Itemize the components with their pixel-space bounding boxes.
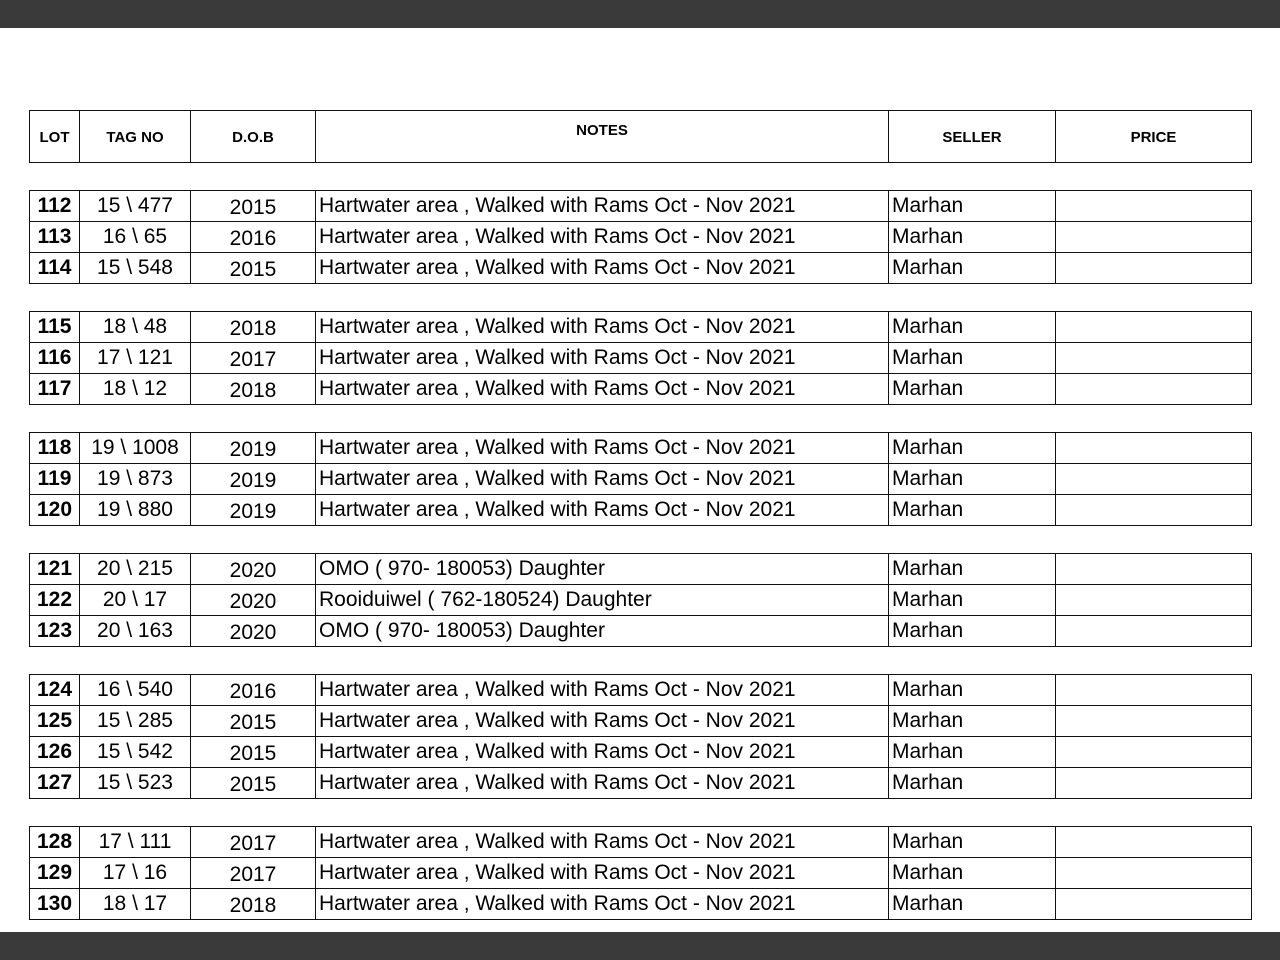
lot-group-table bbox=[29, 553, 1252, 647]
seller-cell: Marhan bbox=[889, 343, 1056, 374]
lot-cell: 121 bbox=[30, 554, 80, 585]
price-cell bbox=[1056, 191, 1252, 222]
notes-cell: OMO ( 970- 180053) Daughter bbox=[316, 554, 889, 585]
lot-group-table bbox=[29, 826, 1252, 920]
notes-cell: Hartwater area , Walked with Rams Oct - Nov 2021 bbox=[316, 495, 889, 526]
tag-no-cell: 19 \ 1008 bbox=[80, 433, 191, 464]
notes-cell: Hartwater area , Walked with Rams Oct - Nov 2021 bbox=[316, 343, 889, 374]
bottom-frame-bar bbox=[0, 932, 1280, 960]
table-row bbox=[30, 253, 1252, 284]
header-table-wrap bbox=[29, 110, 1251, 163]
dob-cell: 2015 bbox=[191, 253, 316, 284]
table-row bbox=[30, 312, 1252, 343]
tag-no-cell: 20 \ 17 bbox=[80, 585, 191, 616]
table-row bbox=[30, 433, 1252, 464]
table-row bbox=[30, 222, 1252, 253]
lot-group-table bbox=[29, 432, 1252, 526]
seller-cell: Marhan bbox=[889, 191, 1056, 222]
price-cell bbox=[1056, 737, 1252, 768]
notes-cell: Hartwater area , Walked with Rams Oct - Nov 2021 bbox=[316, 889, 889, 920]
lot-cell: 116 bbox=[30, 343, 80, 374]
table-row bbox=[30, 343, 1252, 374]
table-row bbox=[30, 374, 1252, 405]
price-cell bbox=[1056, 554, 1252, 585]
dob-cell: 2017 bbox=[191, 858, 316, 889]
dob-cell: 2017 bbox=[191, 343, 316, 374]
price-cell bbox=[1056, 222, 1252, 253]
seller-cell: Marhan bbox=[889, 374, 1056, 405]
lot-group bbox=[29, 190, 1251, 284]
top-frame-bar bbox=[0, 0, 1280, 28]
table-row bbox=[30, 191, 1252, 222]
lot-cell: 123 bbox=[30, 616, 80, 647]
header-price: PRICE bbox=[1056, 111, 1252, 163]
price-cell bbox=[1056, 768, 1252, 799]
lot-sheet bbox=[29, 110, 1251, 920]
seller-cell: Marhan bbox=[889, 827, 1056, 858]
seller-cell: Marhan bbox=[889, 554, 1056, 585]
lot-cell: 128 bbox=[30, 827, 80, 858]
header-lot: LOT bbox=[30, 111, 80, 163]
table-row bbox=[30, 827, 1252, 858]
price-cell bbox=[1056, 495, 1252, 526]
lot-group bbox=[29, 826, 1251, 920]
seller-cell: Marhan bbox=[889, 464, 1056, 495]
notes-cell: OMO ( 970- 180053) Daughter bbox=[316, 616, 889, 647]
tag-no-cell: 16 \ 540 bbox=[80, 675, 191, 706]
table-row bbox=[30, 495, 1252, 526]
seller-cell: Marhan bbox=[889, 433, 1056, 464]
notes-cell: Hartwater area , Walked with Rams Oct - Nov 2021 bbox=[316, 464, 889, 495]
lot-cell: 115 bbox=[30, 312, 80, 343]
dob-cell: 2015 bbox=[191, 706, 316, 737]
notes-cell: Rooiduiwel ( 762-180524) Daughter bbox=[316, 585, 889, 616]
lot-cell: 117 bbox=[30, 374, 80, 405]
dob-cell: 2019 bbox=[191, 495, 316, 526]
table-row bbox=[30, 858, 1252, 889]
price-cell bbox=[1056, 253, 1252, 284]
seller-cell: Marhan bbox=[889, 737, 1056, 768]
dob-cell: 2017 bbox=[191, 827, 316, 858]
tag-no-cell: 17 \ 16 bbox=[80, 858, 191, 889]
notes-cell: Hartwater area , Walked with Rams Oct - Nov 2021 bbox=[316, 312, 889, 343]
header-table bbox=[29, 110, 1252, 163]
tag-no-cell: 15 \ 542 bbox=[80, 737, 191, 768]
tag-no-cell: 18 \ 48 bbox=[80, 312, 191, 343]
seller-cell: Marhan bbox=[889, 222, 1056, 253]
price-cell bbox=[1056, 312, 1252, 343]
table-row bbox=[30, 768, 1252, 799]
tag-no-cell: 15 \ 477 bbox=[80, 191, 191, 222]
tag-no-cell: 18 \ 12 bbox=[80, 374, 191, 405]
dob-cell: 2015 bbox=[191, 191, 316, 222]
header-notes: NOTES bbox=[316, 111, 889, 163]
notes-cell: Hartwater area , Walked with Rams Oct - Nov 2021 bbox=[316, 191, 889, 222]
tag-no-cell: 19 \ 873 bbox=[80, 464, 191, 495]
dob-cell: 2018 bbox=[191, 312, 316, 343]
dob-cell: 2020 bbox=[191, 585, 316, 616]
notes-cell: Hartwater area , Walked with Rams Oct - Nov 2021 bbox=[316, 675, 889, 706]
header-dob: D.O.B bbox=[191, 111, 316, 163]
tag-no-cell: 17 \ 121 bbox=[80, 343, 191, 374]
table-row bbox=[30, 675, 1252, 706]
header-row bbox=[30, 111, 1252, 163]
seller-cell: Marhan bbox=[889, 768, 1056, 799]
tag-no-cell: 15 \ 548 bbox=[80, 253, 191, 284]
lot-cell: 125 bbox=[30, 706, 80, 737]
seller-cell: Marhan bbox=[889, 706, 1056, 737]
table-row bbox=[30, 889, 1252, 920]
tag-no-cell: 19 \ 880 bbox=[80, 495, 191, 526]
notes-cell: Hartwater area , Walked with Rams Oct - Nov 2021 bbox=[316, 858, 889, 889]
lot-cell: 126 bbox=[30, 737, 80, 768]
dob-cell: 2015 bbox=[191, 768, 316, 799]
lot-cell: 113 bbox=[30, 222, 80, 253]
lot-cell: 130 bbox=[30, 889, 80, 920]
tag-no-cell: 15 \ 285 bbox=[80, 706, 191, 737]
tag-no-cell: 15 \ 523 bbox=[80, 768, 191, 799]
seller-cell: Marhan bbox=[889, 253, 1056, 284]
lot-cell: 118 bbox=[30, 433, 80, 464]
header-seller: SELLER bbox=[889, 111, 1056, 163]
table-row bbox=[30, 585, 1252, 616]
lot-group-table bbox=[29, 190, 1252, 284]
seller-cell: Marhan bbox=[889, 495, 1056, 526]
lot-groups bbox=[29, 190, 1251, 920]
price-cell bbox=[1056, 464, 1252, 495]
dob-cell: 2018 bbox=[191, 889, 316, 920]
lot-group bbox=[29, 432, 1251, 526]
notes-cell: Hartwater area , Walked with Rams Oct - Nov 2021 bbox=[316, 737, 889, 768]
notes-cell: Hartwater area , Walked with Rams Oct - Nov 2021 bbox=[316, 706, 889, 737]
price-cell bbox=[1056, 585, 1252, 616]
tag-no-cell: 18 \ 17 bbox=[80, 889, 191, 920]
dob-cell: 2015 bbox=[191, 737, 316, 768]
price-cell bbox=[1056, 343, 1252, 374]
notes-cell: Hartwater area , Walked with Rams Oct - Nov 2021 bbox=[316, 827, 889, 858]
notes-cell: Hartwater area , Walked with Rams Oct - Nov 2021 bbox=[316, 768, 889, 799]
table-row bbox=[30, 616, 1252, 647]
lot-cell: 122 bbox=[30, 585, 80, 616]
lot-group bbox=[29, 674, 1251, 799]
price-cell bbox=[1056, 827, 1252, 858]
lot-cell: 112 bbox=[30, 191, 80, 222]
lot-cell: 120 bbox=[30, 495, 80, 526]
table-row bbox=[30, 706, 1252, 737]
notes-cell: Hartwater area , Walked with Rams Oct - Nov 2021 bbox=[316, 374, 889, 405]
table-row bbox=[30, 464, 1252, 495]
seller-cell: Marhan bbox=[889, 616, 1056, 647]
lot-group bbox=[29, 311, 1251, 405]
seller-cell: Marhan bbox=[889, 675, 1056, 706]
price-cell bbox=[1056, 675, 1252, 706]
table-row bbox=[30, 737, 1252, 768]
dob-cell: 2019 bbox=[191, 433, 316, 464]
dob-cell: 2016 bbox=[191, 222, 316, 253]
seller-cell: Marhan bbox=[889, 585, 1056, 616]
price-cell bbox=[1056, 374, 1252, 405]
seller-cell: Marhan bbox=[889, 858, 1056, 889]
table-row bbox=[30, 554, 1252, 585]
lot-cell: 114 bbox=[30, 253, 80, 284]
header-tag: TAG NO bbox=[80, 111, 191, 163]
price-cell bbox=[1056, 616, 1252, 647]
price-cell bbox=[1056, 706, 1252, 737]
lot-group-table bbox=[29, 311, 1252, 405]
price-cell bbox=[1056, 889, 1252, 920]
lot-cell: 127 bbox=[30, 768, 80, 799]
lot-cell: 124 bbox=[30, 675, 80, 706]
dob-cell: 2018 bbox=[191, 374, 316, 405]
notes-cell: Hartwater area , Walked with Rams Oct - Nov 2021 bbox=[316, 433, 889, 464]
dob-cell: 2020 bbox=[191, 554, 316, 585]
tag-no-cell: 20 \ 215 bbox=[80, 554, 191, 585]
price-cell bbox=[1056, 858, 1252, 889]
price-cell bbox=[1056, 433, 1252, 464]
dob-cell: 2016 bbox=[191, 675, 316, 706]
lot-cell: 129 bbox=[30, 858, 80, 889]
notes-cell: Hartwater area , Walked with Rams Oct - Nov 2021 bbox=[316, 253, 889, 284]
dob-cell: 2019 bbox=[191, 464, 316, 495]
lot-group bbox=[29, 553, 1251, 647]
notes-cell: Hartwater area , Walked with Rams Oct - Nov 2021 bbox=[316, 222, 889, 253]
dob-cell: 2020 bbox=[191, 616, 316, 647]
seller-cell: Marhan bbox=[889, 312, 1056, 343]
tag-no-cell: 16 \ 65 bbox=[80, 222, 191, 253]
lot-group-table bbox=[29, 674, 1252, 799]
seller-cell: Marhan bbox=[889, 889, 1056, 920]
tag-no-cell: 17 \ 111 bbox=[80, 827, 191, 858]
lot-cell: 119 bbox=[30, 464, 80, 495]
tag-no-cell: 20 \ 163 bbox=[80, 616, 191, 647]
